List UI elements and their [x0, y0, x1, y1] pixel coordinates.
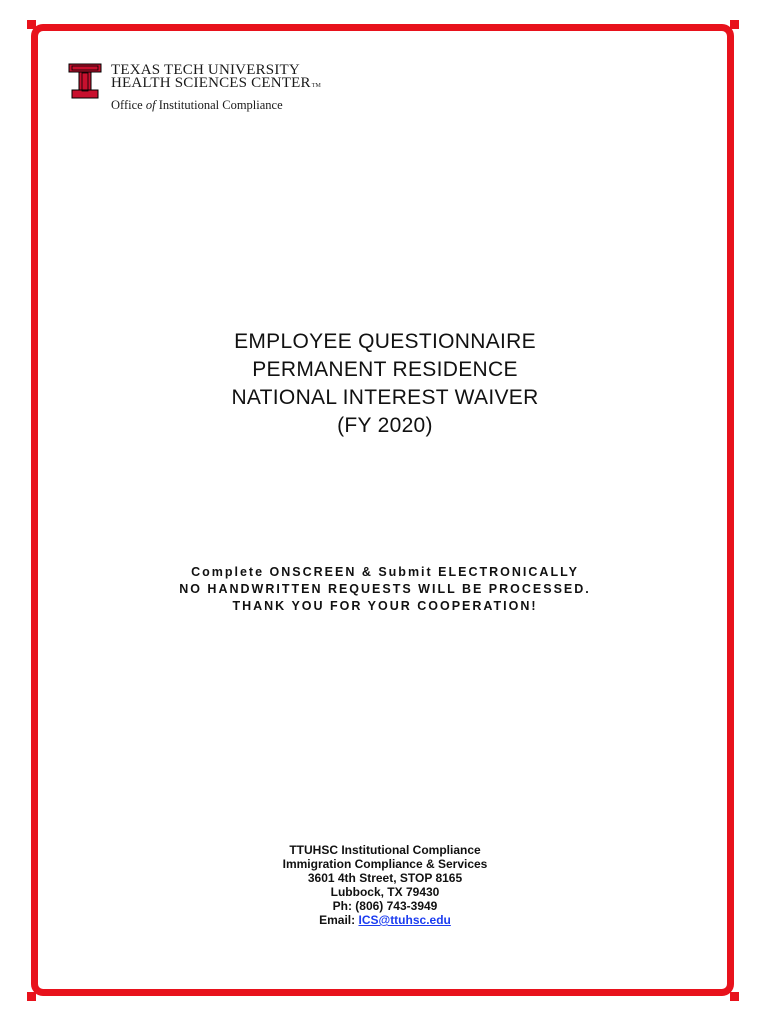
contact-department: Immigration Compliance & Services [282, 857, 488, 871]
border-corner-top-left [27, 20, 36, 29]
contact-email-row [0, 913, 770, 927]
document-title [0, 328, 770, 440]
institution-name-line-1: TEXAS TECH UNIVERSITY [111, 62, 300, 78]
border-corner-top-right [730, 20, 739, 29]
contact-email-label: Email: [319, 913, 359, 927]
contact-phone: Ph: (806) 743-3949 [332, 899, 438, 913]
contact-info [0, 843, 770, 927]
submission-notice [0, 564, 770, 615]
notice-line: NO HANDWRITTEN REQUESTS WILL BE PROCESSED. [179, 582, 591, 596]
title-line: PERMANENT RESIDENCE [252, 358, 518, 381]
notice-line: Complete ONSCREEN & Submit ELECTRONICALLY [191, 565, 579, 579]
contact-street: 3601 4th Street, STOP 8165 [307, 871, 463, 885]
title-line: NATIONAL INTEREST WAIVER [231, 386, 539, 409]
contact-office: TTUHSC Institutional Compliance [289, 843, 481, 857]
institution-name-line-2: HEALTH SCIENCES CENTERTM [111, 75, 322, 91]
contact-email-link[interactable]: ICS@ttuhsc.edu [358, 913, 451, 927]
office-name: Office of Institutional Compliance [111, 98, 283, 112]
border-corner-bottom-right [730, 992, 739, 1001]
contact-city: Lubbock, TX 79430 [330, 885, 440, 899]
institution-name [111, 64, 321, 112]
title-line: EMPLOYEE QUESTIONNAIRE [234, 330, 536, 353]
notice-line: THANK YOU FOR YOUR COOPERATION! [232, 599, 538, 613]
trademark-symbol: TM [311, 83, 322, 89]
border-corner-bottom-left [27, 992, 36, 1001]
double-t-logo-icon [68, 63, 102, 99]
title-line: (FY 2020) [337, 414, 433, 437]
